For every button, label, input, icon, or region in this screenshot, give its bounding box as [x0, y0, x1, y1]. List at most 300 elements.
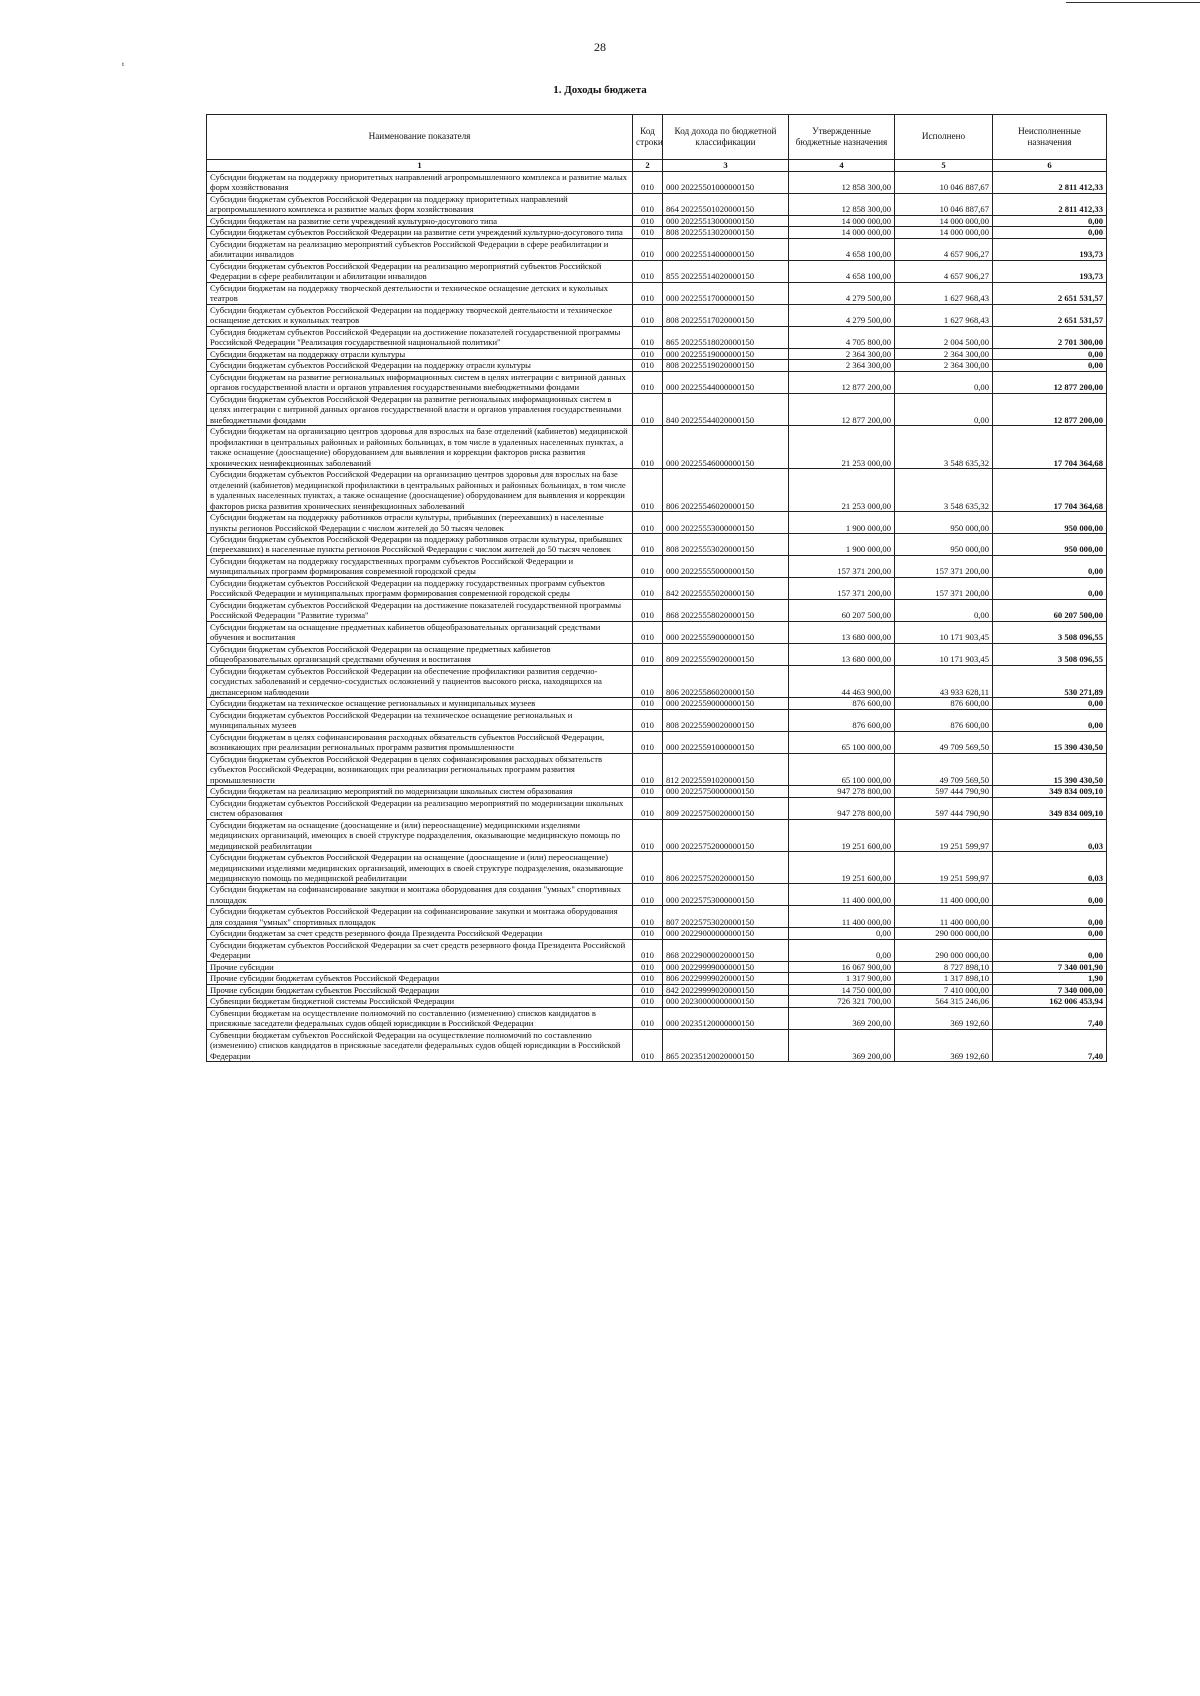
header-unexecuted: Неисполненные назначения [993, 115, 1107, 160]
row-income-code-cell: 806 20225752020000150 [663, 852, 789, 884]
table-row [207, 643, 1107, 665]
table-row [207, 939, 1107, 961]
row-unexecuted-cell: 12 877 200,00 [993, 371, 1107, 393]
row-name-cell: Субсидии бюджетам на поддержку отрасли культуры [207, 348, 633, 359]
table-row [207, 819, 1107, 851]
row-income-code-cell: 000 20229999000000150 [663, 961, 789, 972]
row-executed-cell: 290 000 000,00 [895, 939, 993, 961]
row-approved-cell: 12 858 300,00 [789, 193, 895, 215]
row-unexecuted-cell: 7,40 [993, 1029, 1107, 1061]
row-approved-cell: 876 600,00 [789, 698, 895, 709]
row-name-cell: Субвенции бюджетам бюджетной системы Российской Федерации [207, 996, 633, 1007]
table-row [207, 215, 1107, 226]
row-name-cell: Субсидии бюджетам на реализацию мероприятий по модернизации школьных систем образования [207, 786, 633, 797]
row-unexecuted-cell: 2 811 412,33 [993, 193, 1107, 215]
row-approved-cell: 12 877 200,00 [789, 393, 895, 425]
row-name-cell: Субсидии бюджетам субъектов Российской Федерации на оснащение предметных кабинетов общеобразовательных организаций средствами обучения и воспитания [207, 643, 633, 665]
row-name-cell: Субсидии бюджетам на развитие сети учреждений культурно-досугового типа [207, 215, 633, 226]
row-executed-cell: 10 046 887,67 [895, 172, 993, 194]
row-name-cell: Субсидии бюджетам субъектов Российской Федерации на софинансирование закупки и монтажа оборудования для создания "умных" спортивных площадок [207, 906, 633, 928]
table-row [207, 797, 1107, 819]
row-income-code-cell: 000 20225752000000150 [663, 819, 789, 851]
row-approved-cell: 21 253 000,00 [789, 469, 895, 512]
row-name-cell: Субсидии бюджетам субъектов Российской Федерации на реализацию мероприятий субъектов Российской Федерации в сфере реабилитации и абилитации инвалидов [207, 260, 633, 282]
row-income-code-cell: 000 20225513000000150 [663, 215, 789, 226]
row-name-cell: Прочие субсидии бюджетам субъектов Российской Федерации [207, 973, 633, 984]
row-unexecuted-cell: 0,00 [993, 577, 1107, 599]
row-approved-cell: 947 278 800,00 [789, 786, 895, 797]
row-unexecuted-cell: 60 207 500,00 [993, 599, 1107, 621]
table-row [207, 577, 1107, 599]
row-name-cell: Субсидии бюджетам на техническое оснащение региональных и муниципальных музеев [207, 698, 633, 709]
row-name-cell: Субсидии бюджетам субъектов Российской Федерации за счет средств резервного фонда Президента Российской Федерации [207, 939, 633, 961]
row-income-code-cell: 000 20225544000000150 [663, 371, 789, 393]
row-executed-cell: 14 000 000,00 [895, 227, 993, 238]
row-name-cell: Субсидии бюджетам на реализацию мероприятий субъектов Российской Федерации в сфере реабилитации и абилитации инвалидов [207, 238, 633, 260]
row-line-code-cell: 010 [633, 621, 663, 643]
row-approved-cell: 65 100 000,00 [789, 731, 895, 753]
row-name-cell: Субсидии бюджетам за счет средств резервного фонда Президента Российской Федерации [207, 928, 633, 939]
row-line-code-cell: 010 [633, 939, 663, 961]
row-executed-cell: 950 000,00 [895, 533, 993, 555]
row-executed-cell: 157 371 200,00 [895, 555, 993, 577]
row-name-cell: Субсидии бюджетам субъектов Российской Федерации на обеспечение профилактики развития сердечно-сосудистых заболеваний и сердечно-сосудистых осложнений у пациентов высокого риска, находящихся на диспансерном наблюдении [207, 665, 633, 697]
row-executed-cell: 7 410 000,00 [895, 984, 993, 995]
table-row [207, 709, 1107, 731]
row-approved-cell: 65 100 000,00 [789, 753, 895, 785]
row-unexecuted-cell: 0,00 [993, 555, 1107, 577]
row-executed-cell: 11 400 000,00 [895, 906, 993, 928]
row-approved-cell: 21 253 000,00 [789, 426, 895, 469]
row-unexecuted-cell: 3 508 096,55 [993, 621, 1107, 643]
row-unexecuted-cell: 0,00 [993, 698, 1107, 709]
row-name-cell: Субсидии бюджетам субъектов Российской Федерации на реализацию мероприятий по модернизации школьных систем образования [207, 797, 633, 819]
row-executed-cell: 2 364 300,00 [895, 348, 993, 359]
row-line-code-cell: 010 [633, 348, 663, 359]
column-number: 2 [633, 160, 663, 172]
row-approved-cell: 369 200,00 [789, 1007, 895, 1029]
row-income-code-cell: 000 20225519000000150 [663, 348, 789, 359]
row-income-code-cell: 808 20225513020000150 [663, 227, 789, 238]
row-approved-cell: 157 371 200,00 [789, 555, 895, 577]
row-name-cell: Субсидии бюджетам субъектов Российской Федерации в целях софинансирования расходных обязательств субъектов Российской Федерации, возникающих при реализации региональных программ развития промышленности [207, 753, 633, 785]
row-line-code-cell: 010 [633, 215, 663, 226]
row-executed-cell: 597 444 790,90 [895, 797, 993, 819]
row-line-code-cell: 010 [633, 512, 663, 534]
table-row [207, 984, 1107, 995]
row-income-code-cell: 807 20225753020000150 [663, 906, 789, 928]
scan-mark: ᵗ [122, 60, 125, 72]
table-row [207, 238, 1107, 260]
row-name-cell: Субсидии бюджетам на софинансирование закупки и монтажа оборудования для создания "умных" спортивных площадок [207, 884, 633, 906]
revenue-table [206, 114, 1107, 1062]
row-name-cell: Субсидии бюджетам субъектов Российской Федерации на поддержку творческой деятельности и техническое оснащение детских и кукольных театров [207, 304, 633, 326]
table-row [207, 533, 1107, 555]
row-name-cell: Субсидии бюджетам субъектов Российской Федерации на достижение показателей государственной программы Российской Федерации "Развитие туризма" [207, 599, 633, 621]
row-executed-cell: 1 317 898,10 [895, 973, 993, 984]
row-line-code-cell: 010 [633, 260, 663, 282]
revenue-table-container [206, 114, 1106, 1062]
row-income-code-cell: 808 20225553020000150 [663, 533, 789, 555]
row-unexecuted-cell: 0,00 [993, 884, 1107, 906]
table-row [207, 193, 1107, 215]
header-line-code: Код строки [633, 115, 663, 160]
row-line-code-cell: 010 [633, 282, 663, 304]
row-income-code-cell: 806 20225586020000150 [663, 665, 789, 697]
row-executed-cell: 43 933 628,11 [895, 665, 993, 697]
row-name-cell: Субсидии бюджетам в целях софинансирования расходных обязательств субъектов Российской Федерации, возникающих при реализации региональных программ развития промышленности [207, 731, 633, 753]
row-executed-cell: 49 709 569,50 [895, 731, 993, 753]
row-line-code-cell: 010 [633, 227, 663, 238]
row-unexecuted-cell: 0,00 [993, 906, 1107, 928]
column-number-row [207, 160, 1107, 172]
row-executed-cell: 4 657 906,27 [895, 238, 993, 260]
row-executed-cell: 564 315 246,06 [895, 996, 993, 1007]
row-line-code-cell: 010 [633, 599, 663, 621]
row-unexecuted-cell: 1,90 [993, 973, 1107, 984]
row-approved-cell: 0,00 [789, 939, 895, 961]
row-approved-cell: 369 200,00 [789, 1029, 895, 1061]
row-income-code-cell: 840 20225544020000150 [663, 393, 789, 425]
row-approved-cell: 44 463 900,00 [789, 665, 895, 697]
row-line-code-cell: 010 [633, 304, 663, 326]
row-approved-cell: 947 278 800,00 [789, 797, 895, 819]
row-approved-cell: 19 251 600,00 [789, 819, 895, 851]
row-income-code-cell: 806 20225546020000150 [663, 469, 789, 512]
row-income-code-cell: 000 20235120000000150 [663, 1007, 789, 1029]
row-unexecuted-cell: 15 390 430,50 [993, 731, 1107, 753]
row-income-code-cell: 000 20229000000000150 [663, 928, 789, 939]
row-executed-cell: 950 000,00 [895, 512, 993, 534]
row-income-code-cell: 000 20225514000000150 [663, 238, 789, 260]
row-approved-cell: 12 858 300,00 [789, 172, 895, 194]
row-income-code-cell: 812 20225591020000150 [663, 753, 789, 785]
header-executed: Исполнено [895, 115, 993, 160]
row-name-cell: Субсидии бюджетам субъектов Российской Федерации на организацию центров здоровья для взрослых на базе отделений (кабинетов) медицинской профилактики в центральных районных и районных больницах, в том числе в удаленных населенных пунктах, а также оснащение (дооснащение) оборудованием для выявления и коррекции факторов риска развития хронических неинфекционных заболеваний [207, 469, 633, 512]
table-row [207, 227, 1107, 238]
table-body [207, 172, 1107, 1062]
row-unexecuted-cell: 349 834 009,10 [993, 797, 1107, 819]
table-row [207, 786, 1107, 797]
row-line-code-cell: 010 [633, 360, 663, 371]
row-line-code-cell: 010 [633, 709, 663, 731]
row-line-code-cell: 010 [633, 753, 663, 785]
table-row [207, 1029, 1107, 1061]
row-line-code-cell: 010 [633, 371, 663, 393]
row-approved-cell: 4 279 500,00 [789, 304, 895, 326]
column-number: 4 [789, 160, 895, 172]
header-approved: Утвержденные бюджетные назначения [789, 115, 895, 160]
row-income-code-cell: 000 20225546000000150 [663, 426, 789, 469]
row-name-cell: Субвенции бюджетам субъектов Российской Федерации на осуществление полномочий по составлению (изменению) списков кандидатов в присяжные заседатели федеральных судов общей юрисдикции в Российской Федерации [207, 1029, 633, 1061]
row-name-cell: Субсидии бюджетам субъектов Российской Федерации на поддержку работников отрасли культуры, прибывших (переехавших) в населенные пункты регионов Российской Федерации с числом жителей до 50 тысяч человек [207, 533, 633, 555]
table-row [207, 961, 1107, 972]
row-line-code-cell: 010 [633, 973, 663, 984]
row-executed-cell: 369 192,60 [895, 1029, 993, 1061]
row-name-cell: Субсидия бюджетам субъектов Российской Федерации на достижение показателей государственной программы Российской Федерации "Реализация государственной национальной политики" [207, 326, 633, 348]
row-approved-cell: 19 251 600,00 [789, 852, 895, 884]
row-line-code-cell: 010 [633, 1007, 663, 1029]
row-income-code-cell: 000 20225559000000150 [663, 621, 789, 643]
table-row [207, 260, 1107, 282]
header-indicator-name: Наименование показателя [207, 115, 633, 160]
table-row [207, 348, 1107, 359]
row-approved-cell: 11 400 000,00 [789, 884, 895, 906]
row-approved-cell: 14 750 000,00 [789, 984, 895, 995]
row-name-cell: Субсидии бюджетам на поддержку работников отрасли культуры, прибывших (переехавших) в населенные пункты регионов Российской Федерации с числом жителей до 50 тысяч человек [207, 512, 633, 534]
scan-edge-line [1066, 2, 1200, 3]
row-unexecuted-cell: 0,00 [993, 360, 1107, 371]
table-row [207, 665, 1107, 697]
row-unexecuted-cell: 530 271,89 [993, 665, 1107, 697]
row-unexecuted-cell: 0,00 [993, 227, 1107, 238]
table-row [207, 426, 1107, 469]
row-unexecuted-cell: 3 508 096,55 [993, 643, 1107, 665]
table-header-row [207, 115, 1107, 160]
table-row [207, 555, 1107, 577]
row-executed-cell: 597 444 790,90 [895, 786, 993, 797]
row-unexecuted-cell: 193,73 [993, 238, 1107, 260]
row-name-cell: Субвенции бюджетам на осуществление полномочий по составлению (изменению) списков кандидатов в присяжные заседатели федеральных судов общей юрисдикции в Российской Федерации [207, 1007, 633, 1029]
row-income-code-cell: 808 20225517020000150 [663, 304, 789, 326]
table-row [207, 731, 1107, 753]
row-unexecuted-cell: 950 000,00 [993, 533, 1107, 555]
row-line-code-cell: 010 [633, 852, 663, 884]
row-income-code-cell: 865 20225518020000150 [663, 326, 789, 348]
row-unexecuted-cell: 0,00 [993, 215, 1107, 226]
row-income-code-cell: 000 20225753000000150 [663, 884, 789, 906]
row-approved-cell: 4 658 100,00 [789, 260, 895, 282]
row-approved-cell: 4 279 500,00 [789, 282, 895, 304]
row-income-code-cell: 000 20225501000000150 [663, 172, 789, 194]
row-executed-cell: 10 171 903,45 [895, 643, 993, 665]
column-number: 3 [663, 160, 789, 172]
column-number: 1 [207, 160, 633, 172]
row-name-cell: Субсидии бюджетам на поддержку творческой деятельности и техническое оснащение детских и кукольных театров [207, 282, 633, 304]
row-unexecuted-cell: 2 651 531,57 [993, 304, 1107, 326]
row-executed-cell: 10 171 903,45 [895, 621, 993, 643]
row-name-cell: Субсидии бюджетам на поддержку государственных программ субъектов Российской Федерации и муниципальных программ формирования современной городской среды [207, 555, 633, 577]
table-row [207, 973, 1107, 984]
row-unexecuted-cell: 0,00 [993, 939, 1107, 961]
row-line-code-cell: 010 [633, 1029, 663, 1061]
row-approved-cell: 1 900 000,00 [789, 512, 895, 534]
row-approved-cell: 157 371 200,00 [789, 577, 895, 599]
row-income-code-cell: 855 20225514020000150 [663, 260, 789, 282]
row-income-code-cell: 000 20230000000000150 [663, 996, 789, 1007]
row-name-cell: Субсидии бюджетам субъектов Российской Федерации на поддержку отрасли культуры [207, 360, 633, 371]
row-income-code-cell: 865 20235120020000150 [663, 1029, 789, 1061]
row-executed-cell: 8 727 898,10 [895, 961, 993, 972]
row-approved-cell: 12 877 200,00 [789, 371, 895, 393]
row-executed-cell: 10 046 887,67 [895, 193, 993, 215]
row-name-cell: Субсидии бюджетам на оснащение предметных кабинетов общеобразовательных организаций средствами обучения и воспитания [207, 621, 633, 643]
row-approved-cell: 1 317 900,00 [789, 973, 895, 984]
row-unexecuted-cell: 0,00 [993, 348, 1107, 359]
row-unexecuted-cell: 17 704 364,68 [993, 469, 1107, 512]
row-line-code-cell: 010 [633, 193, 663, 215]
row-unexecuted-cell: 7,40 [993, 1007, 1107, 1029]
row-line-code-cell: 010 [633, 665, 663, 697]
table-row [207, 906, 1107, 928]
row-name-cell: Субсидии бюджетам на поддержку приоритетных направлений агропромышленного комплекса и развитие малых форм хозяйствования [207, 172, 633, 194]
column-number: 6 [993, 160, 1107, 172]
row-line-code-cell: 010 [633, 906, 663, 928]
table-row [207, 469, 1107, 512]
row-line-code-cell: 010 [633, 884, 663, 906]
table-row [207, 304, 1107, 326]
row-line-code-cell: 010 [633, 326, 663, 348]
row-income-code-cell: 868 20225558020000150 [663, 599, 789, 621]
page-number: 28 [594, 40, 606, 54]
row-unexecuted-cell: 0,00 [993, 928, 1107, 939]
row-line-code-cell: 010 [633, 786, 663, 797]
row-unexecuted-cell: 2 701 300,00 [993, 326, 1107, 348]
table-row [207, 282, 1107, 304]
row-executed-cell: 0,00 [895, 599, 993, 621]
row-income-code-cell: 000 20225555000000150 [663, 555, 789, 577]
table-row [207, 996, 1107, 1007]
row-unexecuted-cell: 162 006 453,94 [993, 996, 1107, 1007]
row-approved-cell: 13 680 000,00 [789, 621, 895, 643]
row-approved-cell: 726 321 700,00 [789, 996, 895, 1007]
table-row [207, 512, 1107, 534]
row-approved-cell: 16 067 900,00 [789, 961, 895, 972]
row-approved-cell: 876 600,00 [789, 709, 895, 731]
row-executed-cell: 369 192,60 [895, 1007, 993, 1029]
table-row [207, 928, 1107, 939]
row-approved-cell: 11 400 000,00 [789, 906, 895, 928]
row-executed-cell: 157 371 200,00 [895, 577, 993, 599]
row-approved-cell: 13 680 000,00 [789, 643, 895, 665]
row-executed-cell: 14 000 000,00 [895, 215, 993, 226]
row-line-code-cell: 010 [633, 961, 663, 972]
table-row [207, 326, 1107, 348]
row-line-code-cell: 010 [633, 731, 663, 753]
row-executed-cell: 2 364 300,00 [895, 360, 993, 371]
row-executed-cell: 3 548 635,32 [895, 469, 993, 512]
row-name-cell: Субсидии бюджетам на развитие региональных информационных систем в целях интеграции с витриной данных органов государственной власти и органов управления государственными внебюджетными фондами [207, 371, 633, 393]
row-executed-cell: 876 600,00 [895, 698, 993, 709]
row-income-code-cell: 808 20225519020000150 [663, 360, 789, 371]
table-row [207, 371, 1107, 393]
row-line-code-cell: 010 [633, 797, 663, 819]
row-income-code-cell: 000 20225591000000150 [663, 731, 789, 753]
row-line-code-cell: 010 [633, 643, 663, 665]
table-row [207, 698, 1107, 709]
row-executed-cell: 1 627 968,43 [895, 282, 993, 304]
row-name-cell: Субсидии бюджетам субъектов Российской Федерации на поддержку государственных программ субъектов Российской Федерации и муниципальных программ формирования современной городской среды [207, 577, 633, 599]
row-line-code-cell: 010 [633, 172, 663, 194]
row-executed-cell: 1 627 968,43 [895, 304, 993, 326]
row-line-code-cell: 010 [633, 469, 663, 512]
row-income-code-cell: 842 20229999020000150 [663, 984, 789, 995]
row-unexecuted-cell: 12 877 200,00 [993, 393, 1107, 425]
row-approved-cell: 4 705 800,00 [789, 326, 895, 348]
column-number: 5 [895, 160, 993, 172]
row-line-code-cell: 010 [633, 426, 663, 469]
row-unexecuted-cell: 0,03 [993, 852, 1107, 884]
row-unexecuted-cell: 193,73 [993, 260, 1107, 282]
row-unexecuted-cell: 15 390 430,50 [993, 753, 1107, 785]
row-line-code-cell: 010 [633, 819, 663, 851]
table-row [207, 172, 1107, 194]
header-income-code: Код дохода по бюджетной классификации [663, 115, 789, 160]
row-line-code-cell: 010 [633, 698, 663, 709]
row-line-code-cell: 010 [633, 555, 663, 577]
row-executed-cell: 290 000 000,00 [895, 928, 993, 939]
row-executed-cell: 876 600,00 [895, 709, 993, 731]
row-name-cell: Субсидии бюджетам на оснащение (дооснащение и (или) переоснащение) медицинскими изделиями медицинских организаций, имеющих в своей структуре подразделения, оказывающие медицинскую помощь по медицинской реабилитации [207, 819, 633, 851]
row-unexecuted-cell: 7 340 000,00 [993, 984, 1107, 995]
row-line-code-cell: 010 [633, 577, 663, 599]
table-row [207, 753, 1107, 785]
row-unexecuted-cell: 0,00 [993, 709, 1107, 731]
row-unexecuted-cell: 17 704 364,68 [993, 426, 1107, 469]
row-unexecuted-cell: 2 651 531,57 [993, 282, 1107, 304]
row-income-code-cell: 864 20225501020000150 [663, 193, 789, 215]
table-row [207, 852, 1107, 884]
row-approved-cell: 2 364 300,00 [789, 360, 895, 371]
row-line-code-cell: 010 [633, 393, 663, 425]
row-executed-cell: 19 251 599,97 [895, 852, 993, 884]
row-name-cell: Субсидии бюджетам субъектов Российской Федерации на техническое оснащение региональных и муниципальных музеев [207, 709, 633, 731]
row-income-code-cell: 868 20229000020000150 [663, 939, 789, 961]
row-name-cell: Субсидии бюджетам субъектов Российской Федерации на оснащение (дооснащение и (или) переоснащение) медицинскими изделиями медицинских организаций, имеющих в своей структуре подразделения, оказывающие медицинскую помощь по медицинской реабилитации [207, 852, 633, 884]
row-approved-cell: 60 207 500,00 [789, 599, 895, 621]
row-income-code-cell: 000 20225553000000150 [663, 512, 789, 534]
row-name-cell: Прочие субсидии [207, 961, 633, 972]
row-income-code-cell: 000 20225590000000150 [663, 698, 789, 709]
row-name-cell: Субсидии бюджетам на организацию центров здоровья для взрослых на базе отделений (кабинетов) медицинской профилактики в центральных районных и районных больницах, в том числе в удаленных населенных пунктах, а также оснащение (дооснащение) оборудованием для выявления и коррекции факторов риска развития хронических неинфекционных заболеваний [207, 426, 633, 469]
row-executed-cell: 0,00 [895, 371, 993, 393]
table-row [207, 1007, 1107, 1029]
table-row [207, 884, 1107, 906]
row-line-code-cell: 010 [633, 533, 663, 555]
row-approved-cell: 0,00 [789, 928, 895, 939]
row-executed-cell: 3 548 635,32 [895, 426, 993, 469]
row-income-code-cell: 809 20225750020000150 [663, 797, 789, 819]
row-name-cell: Прочие субсидии бюджетам субъектов Российской Федерации [207, 984, 633, 995]
row-income-code-cell: 808 20225590020000150 [663, 709, 789, 731]
row-line-code-cell: 010 [633, 928, 663, 939]
row-unexecuted-cell: 7 340 001,90 [993, 961, 1107, 972]
row-unexecuted-cell: 0,03 [993, 819, 1107, 851]
row-income-code-cell: 809 20225559020000150 [663, 643, 789, 665]
row-income-code-cell: 000 20225750000000150 [663, 786, 789, 797]
row-name-cell: Субсидии бюджетам субъектов Российской Федерации на поддержку приоритетных направлений агропромышленного комплекса и развитие малых форм хозяйствования [207, 193, 633, 215]
row-income-code-cell: 000 20225517000000150 [663, 282, 789, 304]
row-unexecuted-cell: 950 000,00 [993, 512, 1107, 534]
row-unexecuted-cell: 2 811 412,33 [993, 172, 1107, 194]
row-approved-cell: 4 658 100,00 [789, 238, 895, 260]
row-income-code-cell: 842 20225555020000150 [663, 577, 789, 599]
table-row [207, 599, 1107, 621]
row-approved-cell: 14 000 000,00 [789, 215, 895, 226]
row-executed-cell: 4 657 906,27 [895, 260, 993, 282]
row-name-cell: Субсидии бюджетам субъектов Российской Федерации на развитие сети учреждений культурно-досугового типа [207, 227, 633, 238]
table-row [207, 621, 1107, 643]
row-executed-cell: 19 251 599,97 [895, 819, 993, 851]
row-unexecuted-cell: 349 834 009,10 [993, 786, 1107, 797]
row-line-code-cell: 010 [633, 238, 663, 260]
table-row [207, 360, 1107, 371]
row-approved-cell: 14 000 000,00 [789, 227, 895, 238]
row-executed-cell: 49 709 569,50 [895, 753, 993, 785]
row-approved-cell: 1 900 000,00 [789, 533, 895, 555]
row-executed-cell: 0,00 [895, 393, 993, 425]
row-line-code-cell: 010 [633, 984, 663, 995]
